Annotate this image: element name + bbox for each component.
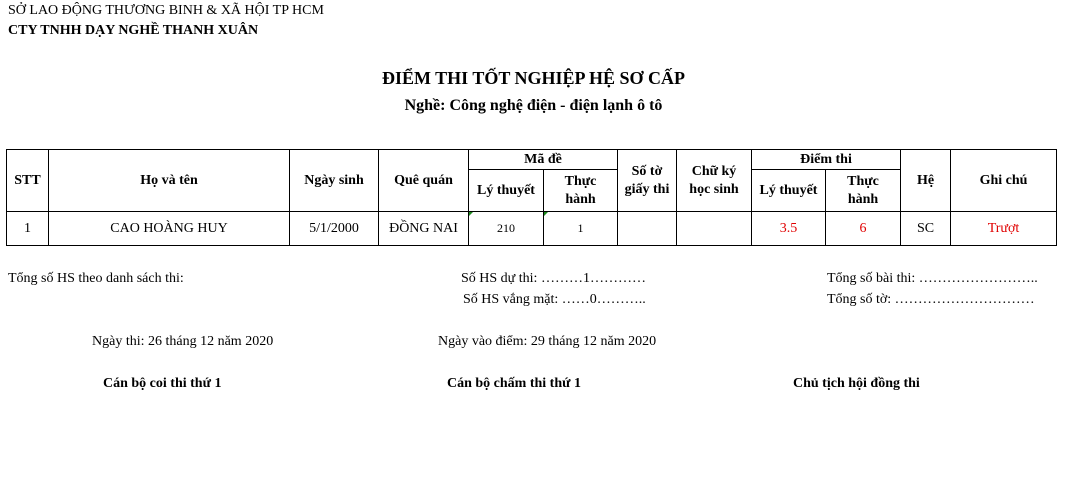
cell-code-theory: 210 <box>469 212 544 246</box>
total-list-label: Tổng số HS theo danh sách thi: <box>8 271 184 286</box>
header-stt: STT <box>7 150 49 212</box>
header-code-practice <box>544 170 618 212</box>
entry-date: Ngày vào điểm: 29 tháng 12 năm 2020 <box>438 334 657 349</box>
cell-score-theory: 3.5 <box>752 212 826 246</box>
header-exam-code: Mã đề <box>469 150 618 170</box>
cell-system: SC <box>901 212 951 246</box>
header-score-practice-line1: Thực <box>847 173 879 189</box>
grader-signature-label: Cán bộ chấm thi thứ 1 <box>447 376 582 391</box>
header-code-theory: Lý thuyết <box>469 170 544 212</box>
header-hometown: Quê quán <box>379 150 469 212</box>
header-note: Ghi chú <box>951 150 1057 212</box>
chairman-signature-label: Chủ tịch hội đồng thi <box>793 376 920 391</box>
cell-code-practice: 1 <box>544 212 618 246</box>
header-dob: Ngày sinh <box>290 150 379 212</box>
header-score-theory: Lý thuyết <box>752 170 826 212</box>
header-code-practice-line2: hành <box>565 191 596 207</box>
header-sheets-line2: giấy thi <box>624 181 670 197</box>
attending-count: Số HS dự thi: ………1………… <box>461 271 646 286</box>
cell-dob: 5/1/2000 <box>290 212 379 246</box>
table-row <box>7 212 1057 246</box>
header-signature <box>677 150 752 212</box>
header-sheets <box>618 150 677 212</box>
cell-sheets <box>618 212 677 246</box>
cell-signature <box>677 212 752 246</box>
header-score: Điểm thi <box>752 150 901 170</box>
absent-count: Số HS vắng mặt: ……0……….. <box>463 292 646 307</box>
header-signature-line2: học sinh <box>689 181 739 197</box>
total-sheets: Tổng số tờ: ………………………… <box>827 292 1035 307</box>
cell-note: Trượt <box>951 212 1057 246</box>
header-name: Họ và tên <box>49 150 290 212</box>
proctor-signature-label: Cán bộ coi thi thứ 1 <box>103 376 222 391</box>
org-line-1: SỞ LAO ĐỘNG THƯƠNG BINH & XÃ HỘI TP HCM <box>8 3 324 18</box>
cell-score-practice: 6 <box>826 212 901 246</box>
score-table <box>6 149 1057 246</box>
cell-name: CAO HOÀNG HUY <box>49 212 290 246</box>
cell-hometown: ĐỒNG NAI <box>379 212 469 246</box>
header-score-practice <box>826 170 901 212</box>
header-score-practice-line2: hành <box>847 191 879 207</box>
exam-date: Ngày thi: 26 tháng 12 năm 2020 <box>92 334 274 349</box>
header-signature-line1: Chữ ký <box>691 163 737 179</box>
header-code-practice-line1: Thực <box>564 173 597 189</box>
header-sheets-line1: Số tờ <box>631 163 663 179</box>
total-papers: Tổng số bài thi: …………………….. <box>827 271 1038 286</box>
page-title: ĐIỂM THI TỐT NGHIỆP HỆ SƠ CẤP <box>381 68 686 88</box>
header-system: Hệ <box>901 150 951 212</box>
org-line-2: CTY TNHH DẠY NGHỀ THANH XUÂN <box>8 23 259 38</box>
cell-stt: 1 <box>7 212 49 246</box>
page-subtitle: Nghề: Công nghệ điện - điện lạnh ô tô <box>404 97 663 114</box>
